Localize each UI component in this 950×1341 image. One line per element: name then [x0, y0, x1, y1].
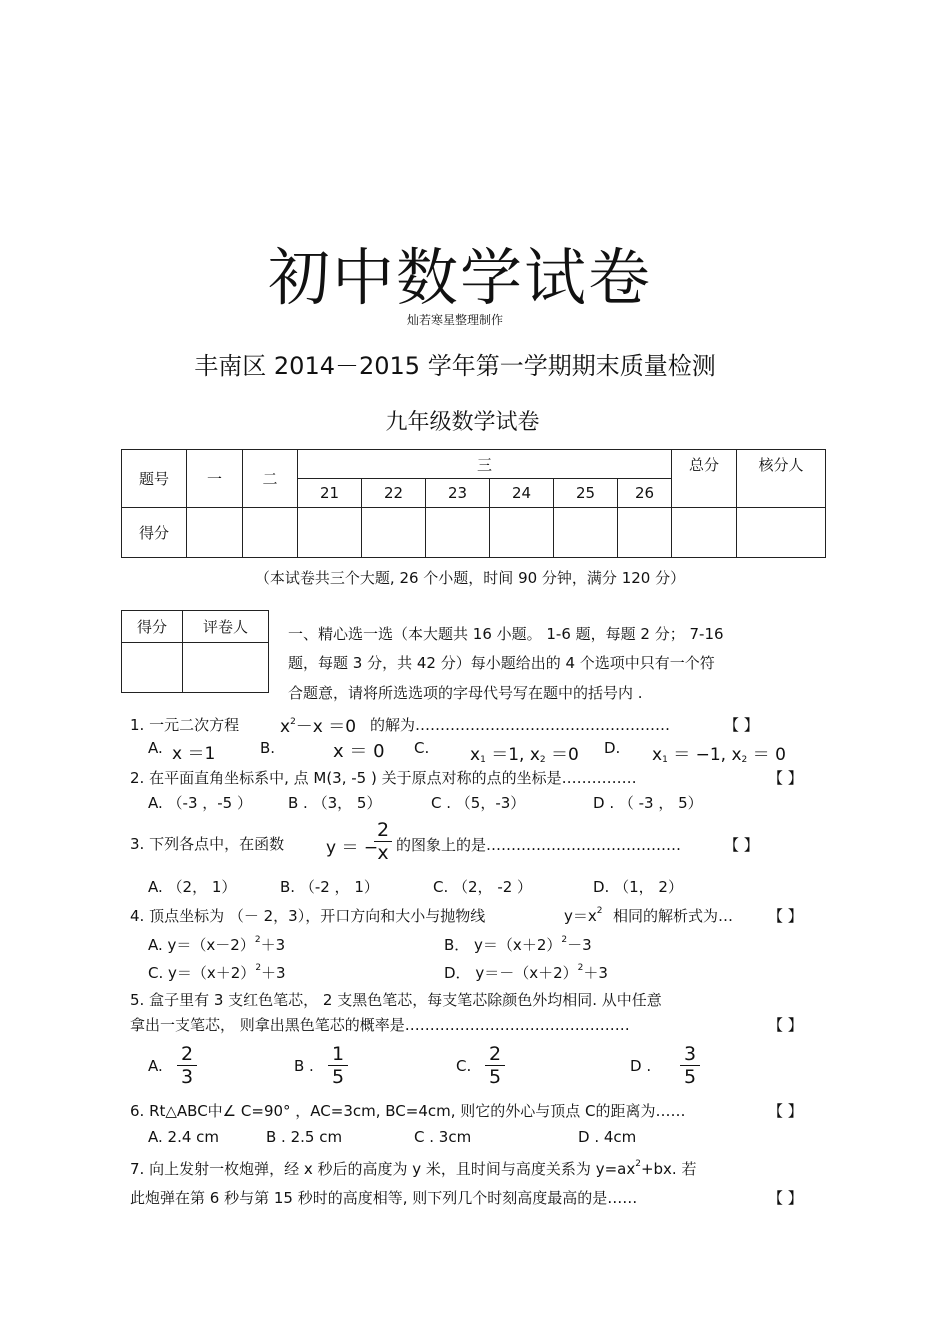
- q3-fraction-denominator: x: [374, 841, 392, 864]
- section1-line3: 合题意，请将所选选项的字母代号写在题中的括号内 .: [288, 684, 643, 702]
- subtitle: 灿若寒星整理制作: [406, 313, 503, 327]
- grader-box: [121, 610, 269, 693]
- q6-option-d: D . 4cm: [578, 1128, 637, 1146]
- q1-option-d-label: D.: [604, 739, 621, 757]
- q3-equation-left: y ＝ −: [326, 838, 379, 858]
- score-cell: [490, 508, 554, 558]
- score-cell: [362, 508, 426, 558]
- q1-option-b-label: B.: [260, 739, 276, 757]
- q3-answer-bracket: 【 】: [724, 836, 759, 854]
- score-cell: [672, 508, 737, 558]
- q5-option-d-label: D .: [630, 1057, 652, 1075]
- q5-option-d-fraction: [680, 1043, 700, 1088]
- q5-option-a-fraction: [177, 1043, 197, 1088]
- q6-answer-bracket: 【 】: [768, 1102, 803, 1120]
- q3-option-d: D. （1， 2）: [593, 878, 683, 896]
- score-table-part1: 一: [187, 450, 243, 508]
- score-table-sub-number: 21: [298, 479, 362, 508]
- q5-option-b-label: B .: [294, 1057, 314, 1075]
- q7-answer-bracket: 【 】: [768, 1189, 803, 1207]
- q7-line2: 此炮弹在第 6 秒与第 15 秒时的高度相等, 则下列几个时刻高度最高的是……: [130, 1189, 638, 1207]
- score-table-total: 总分: [672, 450, 737, 508]
- q5-option-c-label: C.: [456, 1057, 472, 1075]
- q4-equation: $y=x^2$: [564, 906, 603, 925]
- q2-answer-bracket: 【 】: [768, 769, 803, 787]
- score-table-checker: 核分人: [737, 450, 826, 508]
- q1-text-a: 1. 一元二次方程: [130, 716, 240, 734]
- q4-option-a: A. $y=(x-2)^2+3$: [148, 935, 286, 954]
- q1-answer-bracket: 【 】: [724, 716, 759, 734]
- q3-option-b: B. （-2 ， 1）: [280, 878, 379, 896]
- score-cell: [187, 508, 243, 558]
- q6-option-b: B . 2.5 cm: [266, 1128, 343, 1146]
- score-table-sub-number: 23: [426, 479, 490, 508]
- q1-option-b: x ＝ 0: [333, 741, 385, 762]
- score-table-sub-number: 26: [618, 479, 672, 508]
- q4-option-d: D． $y=-(x+2)^2+3$: [444, 963, 608, 982]
- q1-option-a-label: A.: [148, 739, 163, 757]
- score-table-label-number: 题号: [122, 450, 187, 508]
- q1-option-a: x ＝1: [172, 744, 216, 764]
- score-cell: [298, 508, 362, 558]
- q1-text-b: 的解为……………………………………………: [370, 716, 671, 734]
- score-cell: [554, 508, 618, 558]
- q4-option-b: B． $y=(x+2)^2-3$: [444, 935, 592, 954]
- q3-fraction: [374, 819, 392, 864]
- score-table-label-score: 得分: [122, 508, 187, 558]
- q3-option-a: A. （2， 1）: [148, 878, 237, 896]
- score-table-part2: 二: [243, 450, 298, 508]
- section1-line2: 题，每题 3 分，共 42 分）每小题给出的 4 个选项中只有一个符: [288, 654, 715, 672]
- q5-option-a-denominator: 3: [177, 1065, 197, 1088]
- q2-option-c: C . （5，-3）: [431, 794, 526, 812]
- q5-option-c-denominator: 5: [485, 1065, 505, 1088]
- grader-cell: [183, 643, 269, 693]
- q4-option-c: C. $y=(x+2)^2+3$: [148, 963, 286, 982]
- q3-fraction-numerator: 2: [376, 819, 390, 841]
- q5-option-d-denominator: 5: [680, 1065, 700, 1088]
- q5-option-a-label: A.: [148, 1057, 163, 1075]
- score-cell: [737, 508, 826, 558]
- score-table: [121, 449, 826, 558]
- q5-option-b-numerator: 1: [331, 1043, 345, 1065]
- q4-text-a: 4. 顶点坐标为 （－ 2，3），开口方向和大小与抛物线: [130, 907, 486, 925]
- q4-answer-bracket: 【 】: [768, 907, 803, 925]
- score-cell: [426, 508, 490, 558]
- q5-line2: 拿出一支笔芯， 则拿出黑色笔芯的概率是………………………………………: [130, 1016, 630, 1034]
- q5-option-b-fraction: [328, 1043, 348, 1088]
- q5-answer-bracket: 【 】: [768, 1016, 803, 1034]
- score-table-sub-number: 25: [554, 479, 618, 508]
- q1-option-c: $x_1 =1$, $x_2 =0$: [470, 745, 579, 765]
- q5-option-c-fraction: [485, 1043, 505, 1088]
- q1-option-d: $x_1 = -1$, $x_2 = 0$: [652, 745, 786, 765]
- exam-note: （本试卷共三个大题, 26 个小题，时间 90 分钟，满分 120 分）: [254, 569, 686, 587]
- score-table-sub-number: 22: [362, 479, 426, 508]
- q2-option-d: D . （ -3 ， 5）: [593, 794, 703, 812]
- q5-option-a-numerator: 2: [180, 1043, 194, 1065]
- exam-title: 丰南区 2014－2015 学年第一学期期末质量检测: [194, 352, 716, 380]
- q3-text-b: 的图象上的是…………………………………: [396, 836, 682, 854]
- score-table-sub-number: 24: [490, 479, 554, 508]
- score-table-part3: 三: [298, 450, 672, 479]
- q5-option-d-numerator: 3: [683, 1043, 697, 1065]
- score-cell: [243, 508, 298, 558]
- q6-text: 6. Rt△ABC中∠ C=90° ，AC=3cm, BC=4cm, 则它的外心与顶点 C的距离为……: [130, 1102, 686, 1120]
- q5-option-c-numerator: 2: [488, 1043, 502, 1065]
- grader-box-score: 得分: [122, 611, 183, 643]
- q3-option-c: C. （2， -2 ）: [433, 878, 533, 896]
- main-title: 初中数学试卷: [267, 241, 652, 314]
- q6-option-c: C . 3cm: [414, 1128, 472, 1146]
- section1-line1: 一、精心选一选（本大题共 16 小题。 1-6 题，每题 2 分； 7-16: [288, 625, 724, 643]
- q2-option-a: A. （-3 ，-5 ）: [148, 794, 252, 812]
- q7-line1: 7. 向上发射一枚炮弹，经 x 秒后的高度为 y 米，且时间与高度关系为 $y=ax^2+bx$. 若: [130, 1159, 697, 1178]
- q3-text-a: 3. 下列各点中，在函数: [130, 835, 285, 853]
- q5-option-b-denominator: 5: [328, 1065, 348, 1088]
- q1-option-c-label: C.: [414, 739, 430, 757]
- q4-text-b: 相同的解析式为…: [613, 907, 734, 925]
- grader-cell: [122, 643, 183, 693]
- q1-equation: $x^2-x =0$: [280, 717, 357, 737]
- grader-box-grader: 评卷人: [183, 611, 269, 643]
- q2-option-b: B . （3， 5）: [288, 794, 382, 812]
- grade-title: 九年级数学试卷: [385, 410, 540, 435]
- q5-line1: 5. 盒子里有 3 支红色笔芯， 2 支黑色笔芯，每支笔芯除颜色外均相同. 从中任意: [130, 991, 662, 1009]
- score-cell: [618, 508, 672, 558]
- q6-option-a: A. 2.4 cm: [148, 1128, 220, 1146]
- q2-text: 2. 在平面直角坐标系中, 点 M(3, -5 ) 关于原点对称的点的坐标是……………: [130, 769, 637, 787]
